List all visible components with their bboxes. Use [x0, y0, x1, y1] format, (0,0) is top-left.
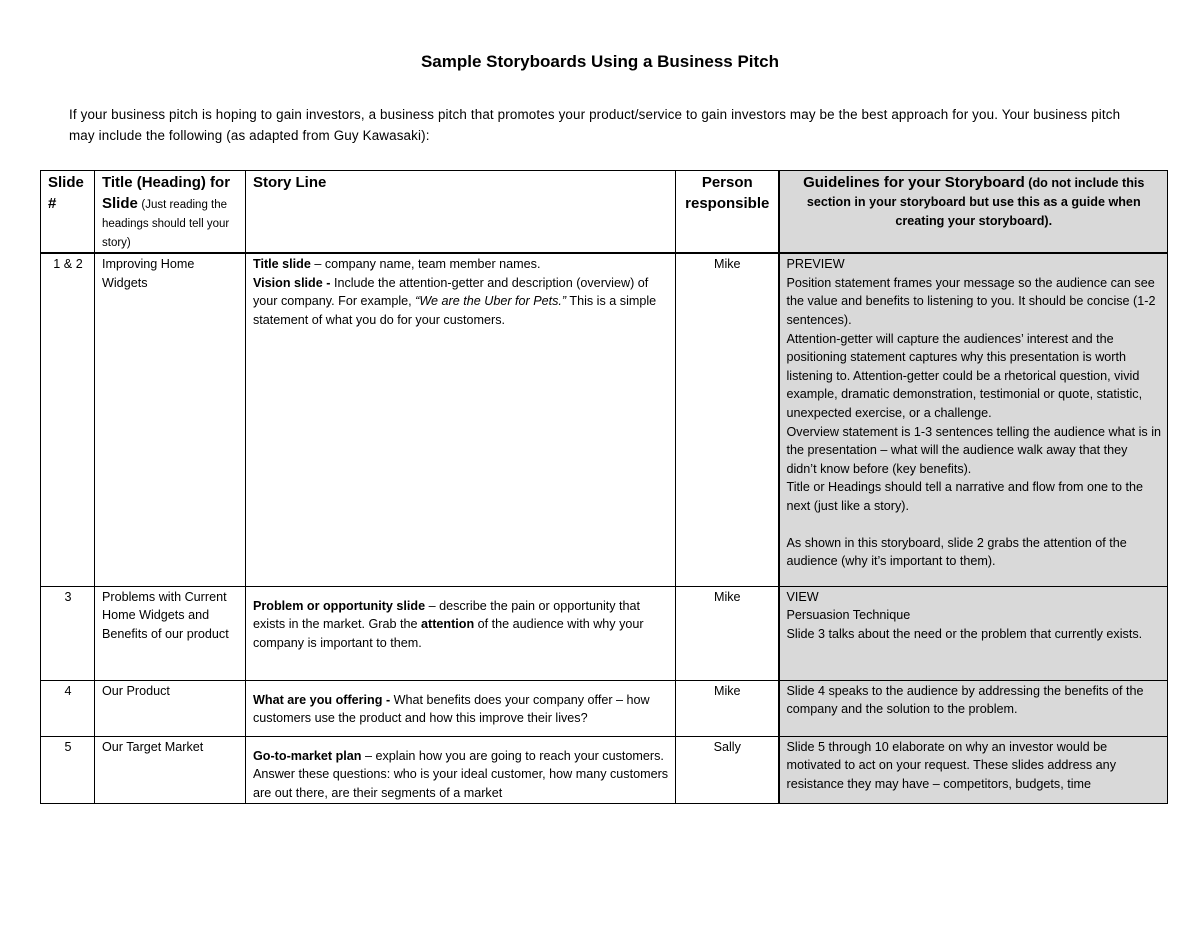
- header-story: Story Line: [246, 171, 676, 254]
- row-story-line: Title slide – company name, team member names. Vision slide - Include the attention-getter and description (overview) of your company. For example, “We are the Uber for Pets.” This is a simple statement of what you do for your customers.: [246, 253, 676, 586]
- header-slide: Slide #: [41, 171, 95, 254]
- table-row: [41, 680, 1168, 736]
- row-guidelines: Slide 4 speaks to the audience by addressing the benefits of the company and the solution to the problem.: [779, 680, 1168, 736]
- row-person: Mike: [676, 253, 779, 586]
- header-person: Person responsible: [676, 171, 779, 254]
- row-slide-number: 1 & 2: [41, 253, 95, 586]
- row-guidelines: PREVIEW Position statement frames your message so the audience can see the value and benefits to listening to you. It should be concise (1-2 sentences). Attention-getter will capture the audiences’ interest and the positioning statement captures why this presentation is worth listening to. Attention-getter could be a rhetorical question, vivid example, dramatic demonstration, testimonial or quote, statistic, unexpected exercise, or a challenge. Overview statement is 1-3 sentences telling the audience what is in the presentation – what will the audience walk away that they didn’t know before (key benefits). Title or Headings should tell a narrative and flow from one to the next (just like a story). As shown in this storyboard, slide 2 grabs the attention of the audience (why it’s important to them).: [779, 253, 1168, 586]
- row-person: Mike: [676, 680, 779, 736]
- row-slide-title: Our Product: [95, 680, 246, 736]
- row-story-line: What are you offering - What benefits does your company offer – how customers use the product and how this improve their lives?: [246, 680, 676, 736]
- header-title: Title (Heading) for Slide (Just reading the headings should tell your story): [95, 171, 246, 254]
- table-row: [41, 736, 1168, 804]
- row-person: Mike: [676, 586, 779, 680]
- header-guidelines: Guidelines for your Storyboard (do not include this section in your storyboard but use this as a guide when creating your storyboard).: [779, 171, 1168, 254]
- row-slide-number: 5: [41, 736, 95, 804]
- row-slide-number: 3: [41, 586, 95, 680]
- document-title: Sample Storyboards Using a Business Pitch: [420, 52, 780, 71]
- table-header-row: [41, 171, 1168, 254]
- row-story-line: Problem or opportunity slide – describe the pain or opportunity that exists in the market. Grab the attention of the audience with why your company is important to them.: [246, 586, 676, 680]
- row-guidelines: Slide 5 through 10 elaborate on why an investor would be motivated to act on your request. These slides address any resistance they may have – competitors, budgets, time: [779, 736, 1168, 804]
- row-slide-number: 4: [41, 680, 95, 736]
- row-person: Sally: [676, 736, 779, 804]
- row-slide-title: Problems with Current Home Widgets and Benefits of our product: [95, 586, 246, 680]
- intro-paragraph: If your business pitch is hoping to gain investors, a business pitch that promotes your product/service to gain investors may be the best approach for you. Your business pitch may include the following (as adapted from Guy Kawasaki):: [69, 107, 1121, 143]
- table-row: [41, 253, 1168, 586]
- table-row: [41, 586, 1168, 680]
- row-slide-title: Our Target Market: [95, 736, 246, 804]
- row-guidelines: VIEW Persuasion Technique Slide 3 talks about the need or the problem that currently exists.: [779, 586, 1168, 680]
- storyboard-table: [40, 170, 1168, 804]
- row-slide-title: Improving Home Widgets: [95, 253, 246, 586]
- row-story-line: Go-to-market plan – explain how you are going to reach your customers. Answer these questions: who is your ideal customer, how many customers are out there, are their segments of a market: [246, 736, 676, 804]
